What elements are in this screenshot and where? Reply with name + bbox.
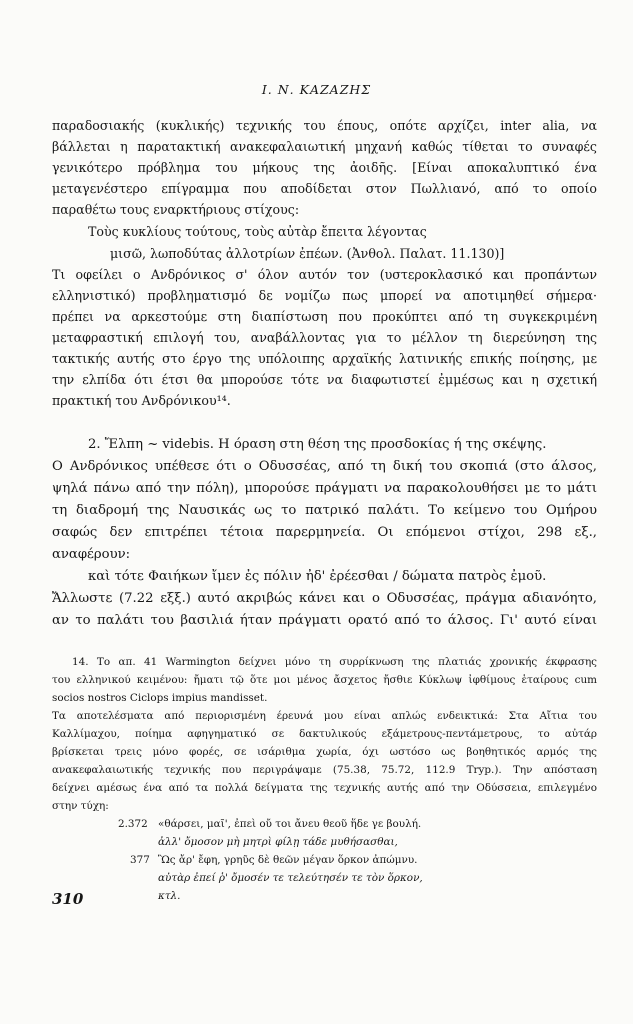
verse-text: αὐτὰρ ἐπεί ῥ' ὄμοσέν τε τελεύτησέν τε τὸν ὅρκον,	[158, 872, 423, 884]
body-line: Τι οφείλει ο Ανδρόνικος σ' όλον αυτόν τον (υστεροκλασικό και προπάντων	[52, 267, 597, 282]
section-heading: 2. Ἔλπη ~ videbis. Η όραση στη θέση της προσδοκίας ή της σκέψης.	[88, 437, 547, 452]
footnote-line: Καλλίμαχου, ποίημα αφηγηματικό σε δακτυλικούς εξάμετρους-πεντάμετρους, το αὐτάρ	[52, 728, 597, 740]
footnote-line: Τα αποτελέσματα από περιορισμένη έρευνά μου είναι απλώς ενδεικτικά: Στα Αἴτια του	[52, 710, 597, 722]
body-line: παραθέτω τους εναρκτήριους στίχους:	[52, 202, 300, 217]
page-number: 310	[52, 890, 84, 908]
footnote-line: ανακεφαλαιωτικής τεχνικής που περιγράψαμε (75.38, 75.72, 112.9 Tryp.). Την απόσταση	[52, 764, 597, 776]
body-line: μεταφραστική επιλογή του, αναβάλλοντας για το μέλλον τη διερεύνηση της	[52, 330, 597, 345]
body-line: τακτικής αυτής στο έργο της υπόλοιπης αρχαϊκής λατινικής επικής ποίησης, με	[52, 351, 597, 366]
quoted-verse: μισῶ, λωποδύτας ἀλλοτρίων ἐπέων. (Ἀνθολ. Παλατ. 11.130)]	[110, 246, 505, 261]
body-line: αναφέρουν:	[52, 547, 131, 562]
body-line: παραδοσιακής (κυκλικής) τεχνικής του έπους, οπότε αρχίζει, inter alia, να	[52, 118, 597, 133]
footnote-line: δείχνει αμέσως ένα από τα πολλά δείγματα της τεχνικής αυτής από την Οδύσσεια, επιλεγμένο	[52, 782, 597, 794]
body-line: την ελπίδα ότι έτσι θα μπορούσε τότε να διαφωτιστεί ἐμμέσως και η σχετική	[52, 372, 597, 387]
body-line: αν το παλάτι του βασιλιά ήταν πράγματι ορατό από το άλσος. Γι' αυτό είναι	[52, 613, 597, 628]
body-line: Ἄλλωστε (7.22 εξξ.) αυτό ακριβώς κάνει και ο Οδυσσέας, πράγμα αδιανόητο,	[52, 591, 597, 606]
footnote-line: στην τύχη:	[52, 800, 109, 812]
footnote-line: 14. Το απ. 41 Warmington δείχνει μόνο τη συρρίκνωση της πλατιάς χρονικής έκφρασης	[72, 656, 597, 668]
quoted-verse: Τοὺς κυκλίους τούτους, τοὺς αὐτὰρ ἔπειτα λέγοντας	[88, 224, 427, 239]
verse-text: ἀλλ' ὄμοσον μὴ μητρὶ φίλῃ τάδε μυθήσασθαι,	[158, 836, 398, 848]
body-line: Ο Ανδρόνικος υπέθεσε ότι ο Οδυσσέας, από τη δική του σκοπιά (στο άλσος,	[52, 459, 597, 474]
body-line: ψηλά πάνω από την πόλη), μπορούσε πράγματι να παρακολουθήσει με το μάτι	[52, 481, 597, 496]
body-line: μεταγενέστερο επίγραμμα που αποδίδεται στον Πωλλιανό, από το οποίο	[52, 181, 597, 196]
body-line: ελληνιστικό) προβληματισμό δε νομίζω πως μπορεί να αποτιμηθεί σήμερα·	[52, 288, 597, 303]
footnote-line: του ελληνικού κειμένου: ἤματι τῷ ὅτε μοι μένος ἄσχετος ἤσθιε Κύκλωψ ἰφθίμους ἑταίρους cum	[52, 674, 597, 686]
verse-text: «θάρσει, μαῖ', ἐπεὶ οὔ τοι ἄνευ θεοῦ ἥδε γε βουλή.	[158, 818, 422, 830]
verse-text: κτλ.	[158, 890, 181, 902]
footnote-line: socios nostros Ciclops impius mandisset.	[52, 692, 268, 704]
body-line: γενικότερο πρόβλημα του μήκους της ἀοιδῆς. [Είναι αποκαλυπτικό ένα	[52, 160, 597, 175]
body-line: βάλλεται η παρατακτική ανακεφαλαιωτική μηχανή καθώς τίθεται το συναφές	[52, 139, 597, 154]
body-line: πρακτική του Ανδρόνικου¹⁴.	[52, 393, 231, 408]
body-line: σαφώς δεν επιτρέπει τέτοια παρερμηνεία. Οι επόμενοι στίχοι, 298 εξ.,	[52, 525, 597, 540]
verse-text: Ὣς ἄρ' ἔφη, γρηῦς δὲ θεῶν μέγαν ὅρκον ἀπώμνυ.	[158, 854, 418, 866]
verse-number: 377	[130, 854, 150, 866]
body-line: τη διαδρομή της Ναυσικάς ως το πατρικό παλάτι. Το κείμενο του Ομήρου	[52, 503, 597, 518]
body-line: πρέπει να αρκεστούμε στη διαπίστωση που προκύπτει από τη συγκεκριμένη	[52, 309, 597, 324]
quoted-verse: καὶ τότε Φαιήκων ἴμεν ἐς πόλιν ἠδ' ἐρέεσθαι / δώματα πατρὸς ἐμοῦ.	[88, 569, 547, 584]
verse-number: 2.372	[118, 818, 148, 830]
running-header: Ι. Ν. ΚΑΖΑΖΗΣ	[261, 82, 372, 97]
footnote-line: βρίσκεται τρεις μόνο φορές, σε ισάριθμα χωρία, όχι ωστόσο ως βοηθητικός αρμός της	[52, 746, 597, 758]
